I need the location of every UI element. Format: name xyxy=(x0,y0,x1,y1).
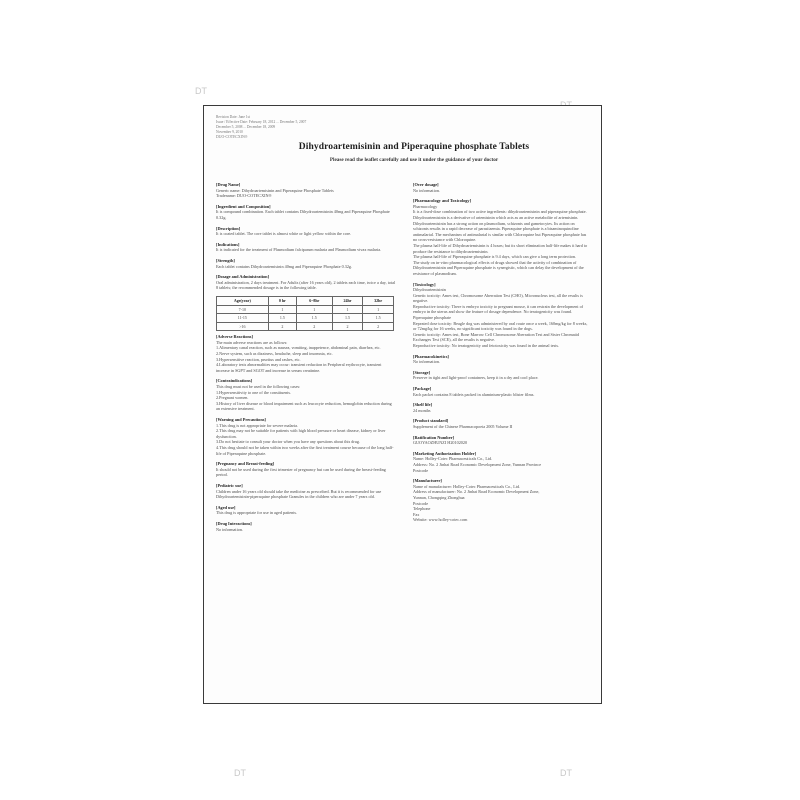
section-text: Telephone xyxy=(413,506,431,512)
section-text: Piperaquine phosphate xyxy=(413,315,452,321)
section-text: The study on in-vitro pharmacological effects of drugs showed that the activity of combination of Dihydroartemisinin and Piperaquine phosphate is synergistic, which can delay the development of the resistance of plasmodium. xyxy=(413,259,584,276)
table-cell: 1 xyxy=(268,305,296,314)
table-cell: 1 xyxy=(332,305,363,314)
section-text: Genetic toxicity: Ames test, Chromosome Aberration Test (CHO), Micronucleus test, all the results is negative. xyxy=(413,292,583,304)
section xyxy=(413,370,591,381)
section-title: [ Description ] xyxy=(216,226,396,232)
section-text: 1.Alimentary canal reaction, such as nausea, vomiting, inappetence, abdominal pain, diarrhea, etc. xyxy=(216,345,381,351)
section-text: No information. xyxy=(413,187,440,193)
document-subtitle: Please read the leaflet carefully and use it under the guidance of your doctor xyxy=(329,157,499,163)
section-text: 3.Hypersensitive reaction, pruritus and rashes, etc. xyxy=(216,356,301,362)
section-text: Dihydroartemisinin is a derivative of artemisinin which acts as an active metabolite of artemisinin. Dihydroartemisinin has a strong action on plasmodium, schizonts and gametocytes. Its action on schizonts results in a rapid decrease of parasitaemia. Piperaquine phosphate is a bisaminoquinoline antimalarial. The mechanism of antimalarial is similar with Chloroquine but Piperaquine phosphate has no cross-resistance with Chloroquine. xyxy=(413,214,587,243)
watermark: DT xyxy=(560,768,572,778)
section-text: 1.This drug is not appropriate for severe malaria. xyxy=(216,422,298,428)
section-text: Repeated dose toxicity: Beagle dog was administered by oral route once a week, 160mg/kg for 8 weeks, or 72mg/kg for 16 weeks, no significant toxicity was found in the dogs. xyxy=(413,320,588,332)
section-title: [ Storage ] xyxy=(413,370,591,376)
section-text: The plasma half-life of Dihydroartemisinin is 4 hours; but its short elimination half-life makes it hard to produce the resistance to dihydroartemisinin. xyxy=(413,242,588,254)
section-text: This drug is appropriate for use in aged patients. xyxy=(216,510,298,516)
table-header-cell: 0 hr xyxy=(268,296,296,305)
leaflet-sheet xyxy=(203,105,602,704)
section xyxy=(216,182,396,199)
table-row xyxy=(217,314,394,323)
table-header-cell: 32hr xyxy=(363,296,394,305)
section-text: 4.This drug should not be taken within two weeks after the first treatment course because of the long half-life of Piperaquine phosphate. xyxy=(216,444,394,456)
section-text: 2.Pregnant women. xyxy=(216,395,249,401)
section xyxy=(216,226,396,237)
table-cell: 1.5 xyxy=(296,314,332,323)
table-cell: 1 xyxy=(296,305,332,314)
section-text: Postcode xyxy=(413,467,429,473)
section-title: [ Aged use ] xyxy=(216,505,396,511)
section-text: Name of manufacturer: Holley-Cotec Pharmaceuticals Co., Ltd. xyxy=(413,483,521,489)
table-cell: 1.5 xyxy=(363,314,394,323)
table-cell: 1.5 xyxy=(332,314,363,323)
watermark: DT xyxy=(234,768,246,778)
section-title: [ Ratification Number ] xyxy=(413,435,591,441)
section-title: [ Drug Name ] xyxy=(216,182,396,188)
section-title: [ Package ] xyxy=(413,386,591,392)
section-text: It is compound combination. Each tablet contains Dihydroartemisinin 40mg and Piperaquine Phosphate 0.32g. xyxy=(216,209,390,220)
section xyxy=(216,334,396,373)
meta-line: November 9, 2010 xyxy=(216,130,243,134)
section-text: It is indicated for the treatment of Plasmodium falciparum malaria and Plasmodium vivax malaria. xyxy=(216,247,382,253)
section-title: [ Pediatric use ] xyxy=(216,483,396,489)
section xyxy=(216,417,396,456)
table-cell: 2 xyxy=(268,322,296,331)
table-cell: 1.5 xyxy=(268,314,296,323)
section-text: It should not be used during the first trimester of pregnancy but can be used during the breast-feeding period. xyxy=(216,466,386,478)
section-title: [ Marketing Authorization Holder ] xyxy=(413,451,591,457)
table-row xyxy=(217,305,394,314)
section-text: 2.This drug may not be suitable for patients with high blood pressure or heart disease, kidney or liver dysfunction. xyxy=(216,428,386,439)
table-body xyxy=(217,305,394,331)
table-cell: 1 xyxy=(363,305,394,314)
section-text: Name: Holley-Cotec Pharmaceuticals Co., Ltd. xyxy=(413,456,493,462)
section-title: [ Pregnancy and Breast-feeding ] xyxy=(216,461,396,467)
table-cell: 2 xyxy=(296,322,332,331)
section-text: Each tablet contains Dihydroartemisinin 40mg and Piperaquine Phosphate 0.32g. xyxy=(216,263,353,269)
section xyxy=(216,242,396,253)
section-title: [ Over dosage ] xyxy=(413,182,591,188)
section xyxy=(216,274,396,291)
left-sections-top xyxy=(216,182,396,291)
section xyxy=(413,418,591,429)
section xyxy=(413,354,591,365)
section-title: [ Shelf life ] xyxy=(413,402,591,408)
meta-line: Issue / Effective Date: February 18, 2012 ... December 5, 2007 xyxy=(216,120,307,124)
section-text: Address: No. 2 Jinhai Road Economic Development Zone, Yunnan Province xyxy=(413,461,542,467)
section xyxy=(216,378,396,412)
section-text: 24 months xyxy=(413,407,431,413)
table-header-cell: 6~8hr xyxy=(296,296,332,305)
meta-line: Revision Date: June 1st xyxy=(216,115,251,119)
section-text: The main adverse reactions are as follows: xyxy=(216,339,288,345)
section xyxy=(413,182,591,193)
dosage-table xyxy=(216,296,394,331)
section xyxy=(216,204,396,221)
right-sections xyxy=(413,182,591,523)
watermark: DT xyxy=(195,86,207,96)
table-header-row xyxy=(217,296,394,305)
right-column xyxy=(413,182,591,528)
section-text: 4.Laboratory tests abnormalities may occur: transient reduction in Peripheral erythrocyte, transient increase in SGPT and SGOT and increase in serum creatinine. xyxy=(216,362,382,373)
section-text: GUOYAOZHUNZI H20102020 xyxy=(413,440,468,446)
section-title: [ Strength ] xyxy=(216,258,396,264)
section-text: It is a fixed-dose combination of two active ingredients: dihydroartemisinin and piperaquine phosphate. xyxy=(413,209,587,215)
section-title: [ Pharmacology and Toxicology ] xyxy=(413,198,591,204)
section-text: 3.Do not hesitate to consult your doctor when you have any questions about this drug. xyxy=(216,439,360,445)
section-text: Yunnan, Chongqing Zhonghua xyxy=(413,494,465,500)
section-text: Dihydroartemisinin xyxy=(413,287,446,293)
section xyxy=(216,483,396,500)
section-title: [ Warning and Precautions ] xyxy=(216,417,396,423)
section-text: Oral administration, 2 days treatment. For Adults (after 16 years old), 2 tablets each time, twice a day, total 8 tablets; the recommended dosage is in the following table. xyxy=(216,279,396,291)
section xyxy=(216,505,396,516)
section-text: Pharmacology xyxy=(413,203,438,209)
section-text: It is coated tablet. The core tablet is almost white or light yellow within the core. xyxy=(216,231,352,237)
left-sections-bottom xyxy=(216,334,396,532)
section-text: The plasma half-life of Piperaquine phosphate is 9.4 days, which can give a long term protection. xyxy=(413,254,577,260)
section-text: Generic name: Dihydroartemisinin and Piperaquine Phosphate Tablets xyxy=(216,187,334,193)
section xyxy=(413,282,591,349)
section xyxy=(413,386,591,397)
section-text: Postcode xyxy=(413,500,429,506)
section-text: No information. xyxy=(413,359,440,365)
section-text: Genetic toxicity: Ames test, Bone Marrow Cell Chromosome Aberration Test and Sister Chromatid Exchanges Test (SCE), all the results is negative. xyxy=(413,331,580,343)
section-text: 1.Hypersensitivity to one of the constituents. xyxy=(216,389,292,395)
table-row xyxy=(217,322,394,331)
revision-dates xyxy=(216,115,306,135)
section xyxy=(216,521,396,532)
section-text: 3.History of liver disease or blood impairment such as leucocyte reduction, hemoglobin reduction during an extensive treatment. xyxy=(216,400,392,412)
table-header-cell: 24hr xyxy=(332,296,363,305)
table-header-cell: Age(year) xyxy=(217,296,269,305)
section xyxy=(413,402,591,413)
table-cell: 2 xyxy=(363,322,394,331)
document-title: Dihydroartemisinin and Piperaquine phosphate Tablets xyxy=(298,142,530,152)
section-title: [ Drug Interactions ] xyxy=(216,521,396,527)
section-text: Supplement of the Chinese Pharmacopoeia 2005 Volume II xyxy=(413,423,513,429)
section-title: [ Indications ] xyxy=(216,242,396,248)
section-text: 2.Nerve system, such as dizziness, headache, sleep and insomnia, etc. xyxy=(216,351,333,357)
table-cell: 2 xyxy=(332,322,363,331)
section xyxy=(413,451,591,473)
section-title: [ Toxicology ] xyxy=(413,282,591,288)
section xyxy=(413,198,591,276)
section-text: Reproductive toxicity: There is embryo toxicity to pregnant mouse, it can restrain the development of embryo in the uterus and show the feature of dosage dependence. No teratogenicity was found. xyxy=(413,303,584,315)
section-text: No information. xyxy=(216,526,243,532)
section-title: [ Pharmacokinetics ] xyxy=(413,354,591,360)
section-title: [ Adverse Reactions ] xyxy=(216,334,396,340)
section-title: [ Dosage and Administration ] xyxy=(216,274,396,280)
section-text: Tradename: DUO-COTECXIN® xyxy=(216,193,272,199)
section-text: Website: www.holley-cotec.com xyxy=(413,517,468,523)
section-title: [ Manufacturer ] xyxy=(413,478,591,484)
section-text: This drug must not be used in the following cases: xyxy=(216,384,301,390)
left-column xyxy=(216,182,396,537)
table-cell: 11-15 xyxy=(217,314,269,323)
meta-line: December 5, 2008 ... December 18, 2009 xyxy=(216,125,276,129)
section xyxy=(413,435,591,446)
section-text: Reproductive toxicity: No teratogenicity and fetotoxicity was found in the animal tests. xyxy=(413,343,560,349)
section-text: Fax xyxy=(413,511,420,517)
table-cell: 7-10 xyxy=(217,305,269,314)
section xyxy=(413,478,591,523)
section-title: [ Product standard ] xyxy=(413,418,591,424)
section-text: Address of manufacturer: No. 2 Jinhai Road Economic Development Zone, xyxy=(413,489,540,495)
section-title: [ Contraindications ] xyxy=(216,378,396,384)
section-text: Children under 16 years old should take the medicine as prescribed. But it is recommended for use Dihydroartemisinin-piperaquine phosphate Granules in the children who are under 7 years old. xyxy=(216,488,382,500)
section xyxy=(216,258,396,269)
section-title: [ Ingredient and Composition ] xyxy=(216,204,396,210)
section-text: Each packet contains 8 tablets packed in aluminium-plastic blister films. xyxy=(413,391,535,397)
section-text: Preserve in tight and light-proof containers, keep it in a dry and cool place. xyxy=(413,375,539,381)
brand-name: DUO-COTECXIN® xyxy=(216,135,248,139)
section xyxy=(216,461,396,478)
table-cell: >16 xyxy=(217,322,269,331)
